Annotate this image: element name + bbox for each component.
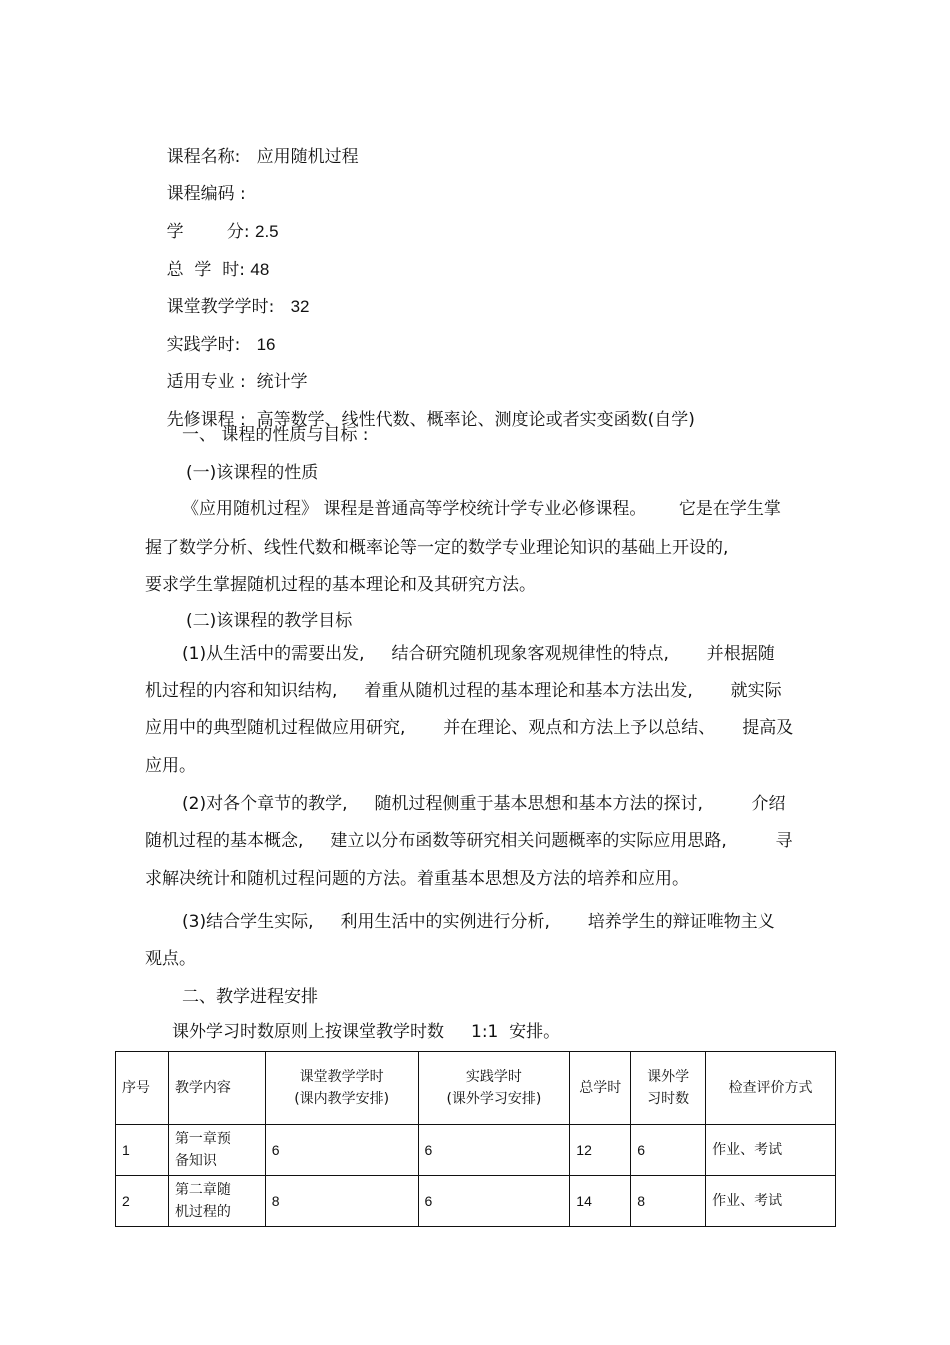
row2-assessment: 作业、考试: [706, 1176, 836, 1227]
table-row: [116, 1176, 836, 1227]
row1-content-line1: 第一章预: [174, 1131, 231, 1147]
header-class-hours: [265, 1052, 418, 1125]
major-label: 适用专业 :: [166, 372, 246, 392]
section2-note: 课外学习时数原则上按课堂教学时数 1:1 安排。: [172, 1022, 561, 1042]
goal3-line-1: (3)结合学生实际, 利用生活中的实例进行分析, 培养学生的辩证唯物主义: [182, 912, 775, 932]
course-name-label: 课程名称:: [166, 147, 241, 167]
row2-content-line1: 第二章随: [174, 1182, 231, 1198]
goal1-line-3: 应用中的典型随机过程做应用研究, 并在理论、观点和方法上予以总结、 提高及: [145, 718, 794, 738]
row1-content: [168, 1125, 265, 1176]
sub1-line-3: 要求学生掌握随机过程的基本理论和及其研究方法。: [145, 575, 536, 595]
row1-outside: 6: [631, 1125, 706, 1176]
row1-practice: 6: [418, 1125, 570, 1176]
row1-seq: 1: [116, 1125, 169, 1176]
header-outside-line1: 课外学: [647, 1069, 690, 1085]
header-practice: [418, 1052, 570, 1125]
sub2-heading: (二)该课程的教学目标: [186, 611, 353, 631]
section1-heading: 一、 课程的性质与目标 :: [182, 425, 369, 445]
sub1-line-1: 《应用随机过程》 课程是普通高等学校统计学专业必修课程。 它是在学生掌: [182, 499, 781, 519]
goal1-line-2: 机过程的内容和知识结构, 着重从随机过程的基本理论和基本方法出发, 就实际: [145, 681, 782, 701]
row2-class-hours: 8: [265, 1176, 418, 1227]
table-header-row: [116, 1052, 836, 1125]
header-assessment: 检查评价方式: [706, 1052, 836, 1125]
header-content: 教学内容: [168, 1052, 265, 1125]
header-practice-line1: 实践学时: [465, 1069, 522, 1085]
goal1-line-1: (1)从生活中的需要出发, 结合研究随机现象客观规律性的特点, 并根据随: [182, 644, 775, 664]
row2-seq: 2: [116, 1176, 169, 1227]
practice-hours-label: 实践学时:: [166, 335, 241, 355]
header-practice-line2: (课外学习安排): [446, 1091, 542, 1107]
major-value: 统计学: [256, 372, 308, 392]
sub1-heading: (一)该课程的性质: [186, 463, 319, 483]
row2-total: 14: [570, 1176, 631, 1227]
row2-outside: 8: [631, 1176, 706, 1227]
header-outside: [631, 1052, 706, 1125]
goal3-line-2: 观点。: [145, 949, 196, 969]
header-total: 总学时: [570, 1052, 631, 1125]
row1-assessment: 作业、考试: [706, 1125, 836, 1176]
class-hours-value: 32: [290, 297, 310, 316]
goal1-line-4: 应用。: [145, 756, 196, 776]
total-hours-label: 总 学 时:: [166, 260, 251, 280]
table-row: [116, 1125, 836, 1176]
sub1-line-2: 握了数学分析、线性代数和概率论等一定的数学专业理论知识的基础上开设的,: [145, 538, 729, 558]
total-hours-value: 48: [250, 260, 270, 279]
course-code-label: 课程编码 :: [166, 184, 246, 204]
section2-heading: 二、教学进程安排: [182, 987, 318, 1007]
class-hours-label: 课堂教学学时:: [166, 297, 275, 317]
row2-content-line2: 机过程的: [174, 1204, 231, 1220]
schedule-table: [115, 1051, 836, 1227]
course-name-value: 应用随机过程: [256, 147, 359, 167]
goal2-line-1: (2)对各个章节的教学, 随机过程侧重于基本思想和基本方法的探讨, 介绍: [182, 794, 786, 814]
prereq-value: 高等数学、线性代数、概率论、测度论或者实变函数(自学): [256, 410, 695, 430]
credits-value: 2.5: [255, 222, 279, 241]
row1-content-line2: 备知识: [174, 1153, 217, 1169]
practice-hours-value: 16: [256, 335, 276, 354]
row1-class-hours: 6: [265, 1125, 418, 1176]
header-class-hours-line1: 课堂教学学时: [299, 1069, 384, 1085]
goal2-line-2: 随机过程的基本概念, 建立以分布函数等研究相关问题概率的实际应用思路, 寻: [145, 831, 793, 851]
header-seq: 序号: [116, 1052, 169, 1125]
header-class-hours-line2: (课内教学安排): [294, 1091, 390, 1107]
row2-content: [168, 1176, 265, 1227]
goal2-line-3: 求解决统计和随机过程问题的方法。着重基本思想及方法的培养和应用。: [145, 869, 689, 889]
credits-label: 学 分:: [166, 222, 255, 242]
header-outside-line2: 习时数: [647, 1091, 690, 1107]
prereq-label: 先修课程 :: [166, 410, 246, 430]
row1-total: 12: [570, 1125, 631, 1176]
row2-practice: 6: [418, 1176, 570, 1227]
